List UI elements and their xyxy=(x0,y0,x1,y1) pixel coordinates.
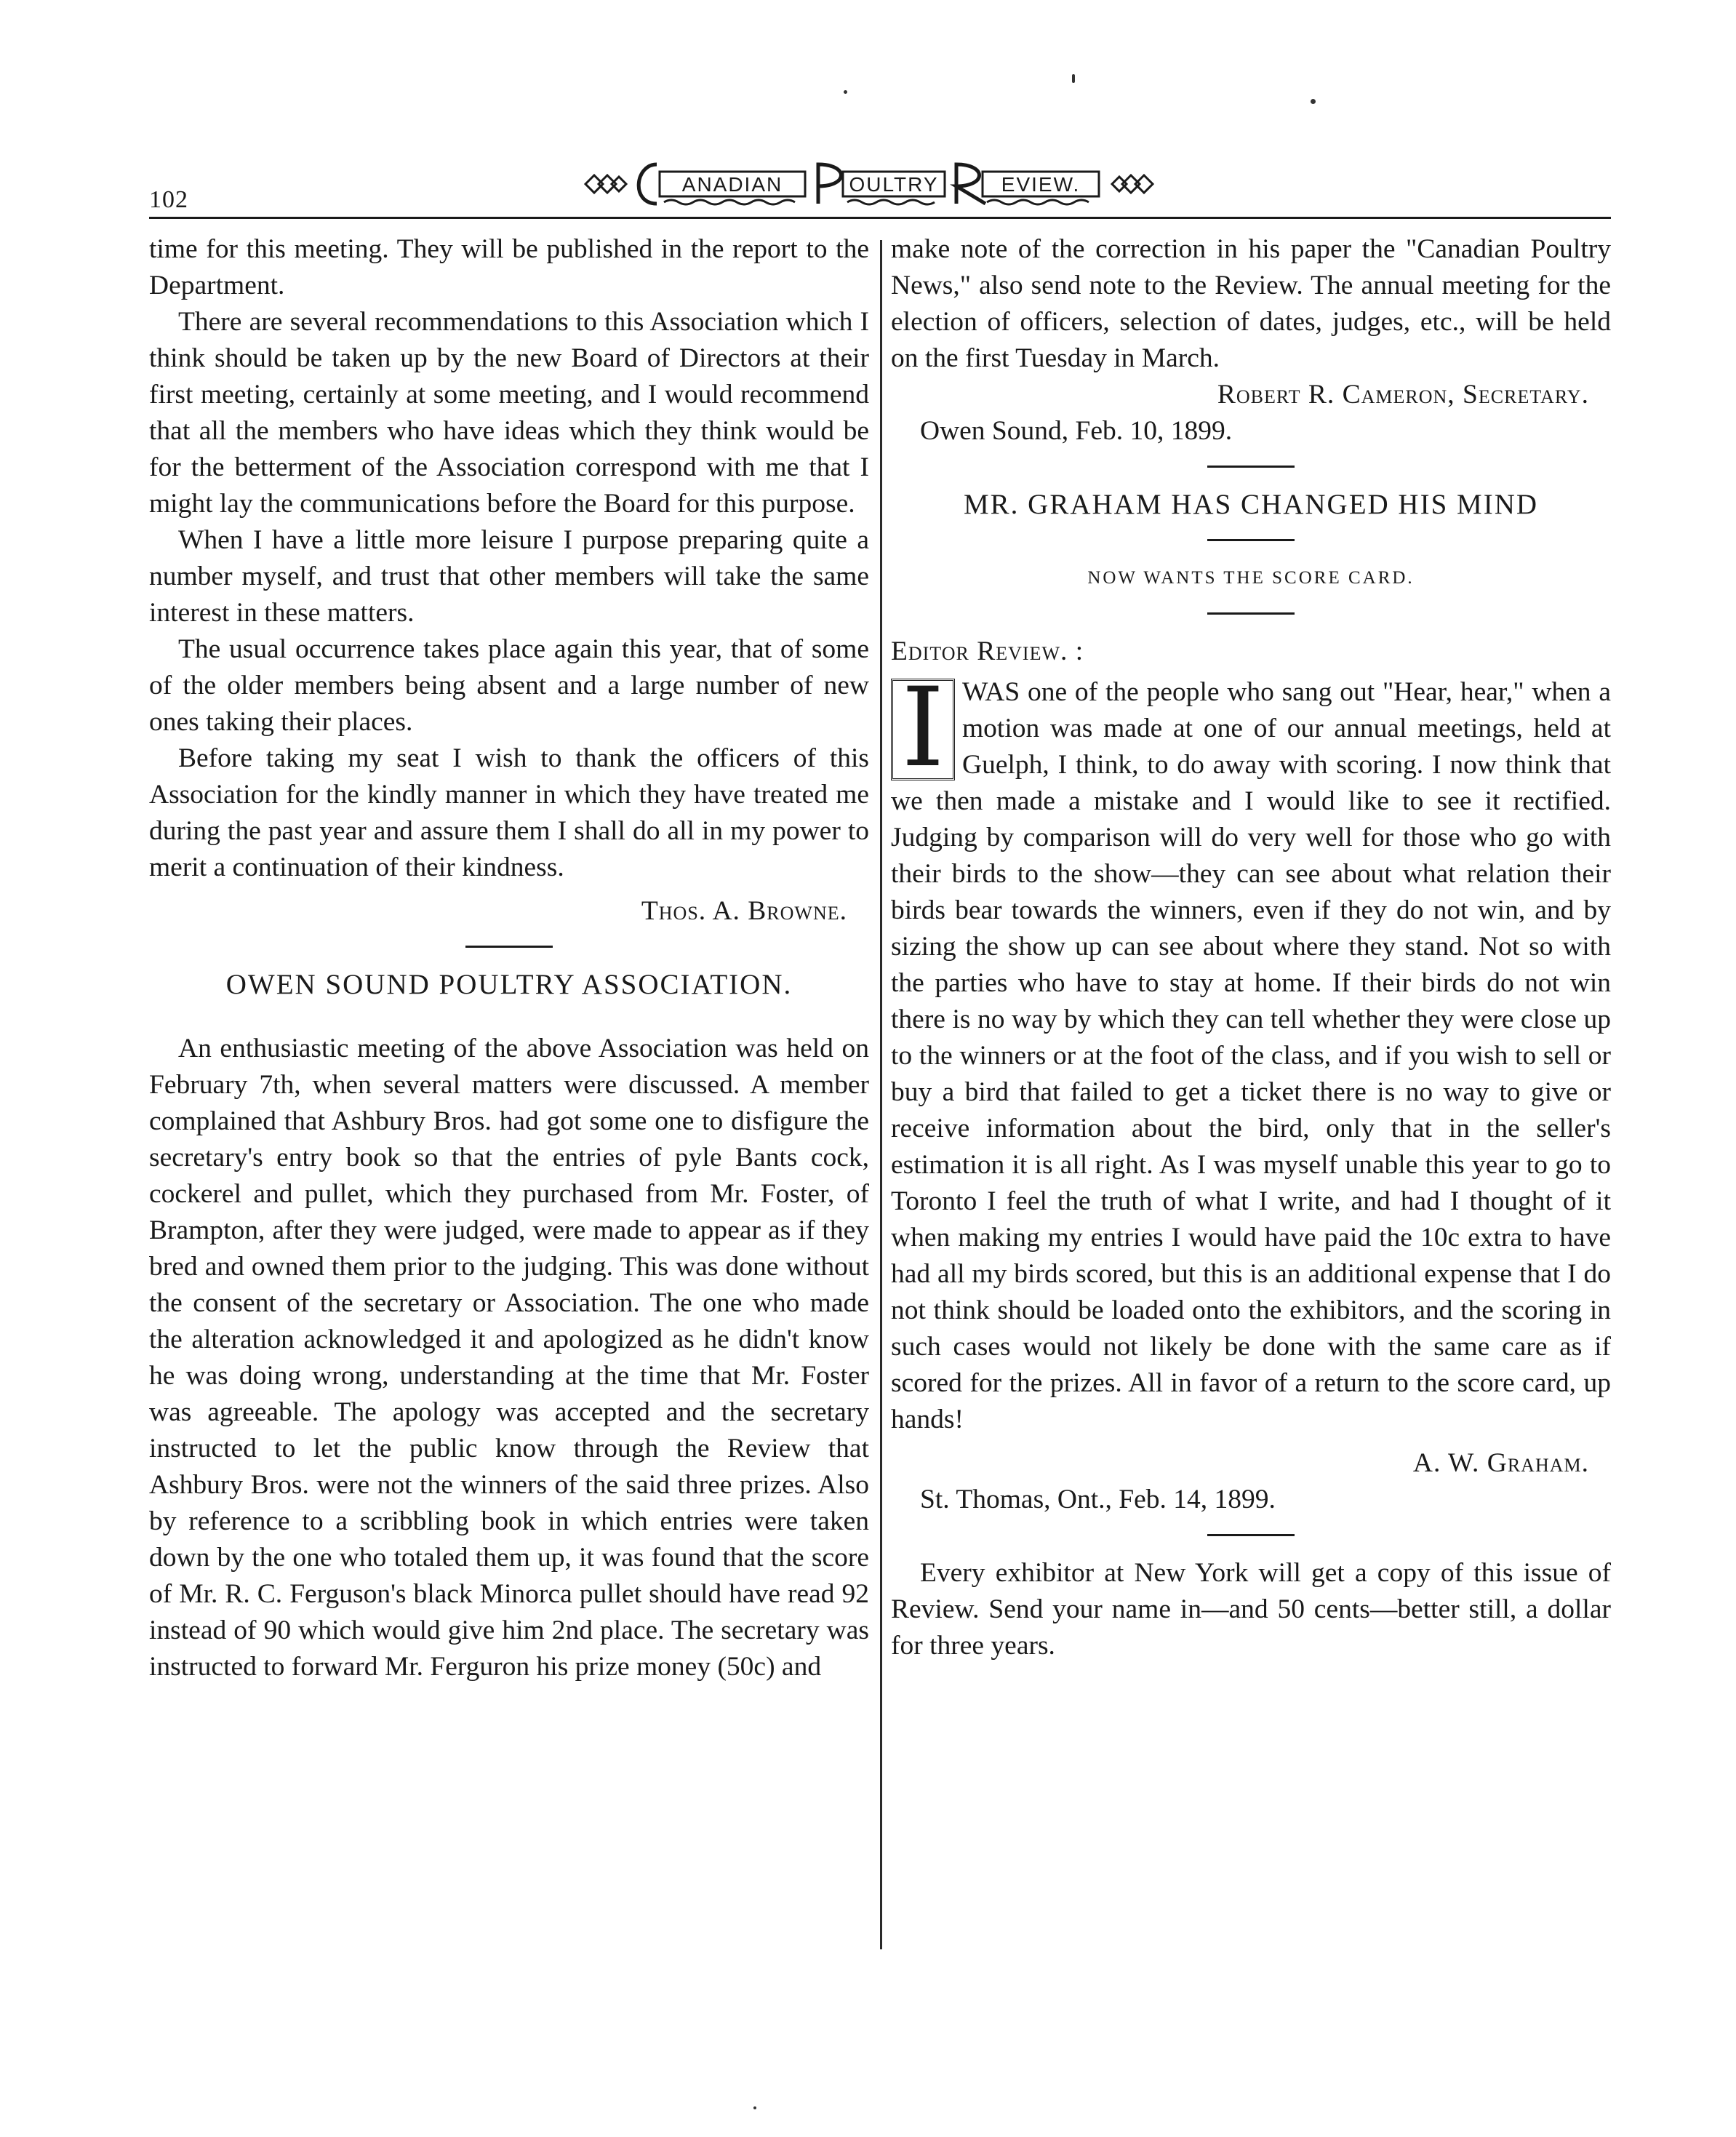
column-divider xyxy=(880,240,882,1949)
section-rule xyxy=(1207,539,1295,541)
left-column xyxy=(149,231,869,1685)
print-speck xyxy=(1311,99,1316,104)
paragraph: There are several recommendations to this Association which I think should be taken up by the new Board of Directors at their first meeting, certainly at some meeting, and I would recommend that all the members who have ideas which they think would be for the betterment of the Association correspond with me that I might lay the communications before the Board for this purpose. xyxy=(149,307,869,519)
page-number: 102 xyxy=(149,186,188,213)
svg-text:ANADIAN: ANADIAN xyxy=(681,173,783,196)
drop-cap: I xyxy=(891,679,955,780)
secretary-signature: Robert R. Cameron, Secretary. xyxy=(1217,380,1589,410)
letter-signature: A. W. Graham. xyxy=(1412,1448,1589,1478)
dateline: St. Thomas, Ont., Feb. 14, 1899. xyxy=(920,1485,1276,1514)
letter-text: WAS one of the people who sang out "Hear, hear," when a motion was made at one of our annual meetings, held at Guelph, I think, to do away with scoring. I now think that we then made a mistake and I would like to see it rectified. Judging by comparison will do very well for those who go with their birds to the show—they can see about what relation their birds bear towards the winners, even if they do not win, and by sizing the show up can see about where they stand. Not so with the parties who have to stay at home. If their birds do not win there is no way by which they can tell whether they were close up to the winners or at the foot of the class, and if you wish to sell or buy a bird that failed to get a ticket there is no way to give or receive information about the bird, only that in the seller's estimation it is all right. As I was myself unable this year to go to Toronto I feel the truth of what I write, and had I thought of it when making my entries I would have paid the 10c extra to have had all my birds scored, but this is an additional expense that I do not think should be loaded onto the exhibitors, and the scoring in such cases would not likely be done with the same care as if scored for the prizes. All in favor of a return to the score card, up hands! xyxy=(891,677,1611,1434)
article-body: An enthusiastic meeting of the above Association was held on February 7th, when several matters were discussed. A member complained that Ashbury Bros. had got some one to disfigure the secretary's entry book so that the entries of pyle Bants cock, cockerel and pullet, which they purchased from Mr. Foster, of Brampton, after they were judged, were made to appear as if they bred and owned them prior to the judging. This was done without the consent of the secretary or Association. The one who made the alteration acknowledged it and apologized as he didn't know he was doing wrong, understanding at the time that Mr. Foster was agreeable. The apology was accepted and the secretary instructed to let the public know through the Review that Ashbury Bros. were not the winners of the said three prizes. Also by reference to a scribbling book in which entries were taken down by the one who totaled them up, it was found that the score of Mr. R. C. Ferguson's black Minorca pullet should have read 92 instead of 90 which would give him 2nd place. The secretary was instructed to forward Mr. Ferguron his prize money (50c) and xyxy=(149,1034,869,1682)
section-rule xyxy=(1207,612,1295,615)
paragraph: When I have a little more leisure I purpose preparing quite a number myself, and trust that other members will take the same interest in these matters. xyxy=(149,525,869,628)
article-heading: OWEN SOUND POULTRY ASSOCIATION. xyxy=(225,969,793,1000)
svg-text:EVIEW.: EVIEW. xyxy=(1001,173,1081,196)
right-column xyxy=(891,231,1611,1664)
paragraph: Before taking my seat I wish to thank the officers of this Association for the kindly manner in which they have treated me during the past year and assure them I shall do all in my power to merit a continuation of their kindness. xyxy=(149,743,869,882)
svg-text:OULTRY: OULTRY xyxy=(849,173,939,196)
dateline: Owen Sound, Feb. 10, 1899. xyxy=(920,416,1233,446)
letter-body xyxy=(891,665,1611,1438)
paragraph: The usual occurrence takes place again this year, that of some of the older members being absent and a large number of new ones taking their places. xyxy=(149,634,869,737)
article-heading: MR. GRAHAM HAS CHANGED HIS MIND xyxy=(963,489,1539,520)
subscription-notice: Every exhibitor at New York will get a copy of this issue of Review. Send your name in—and 50 cents—better still, a dollar for three years. xyxy=(891,1558,1611,1661)
print-speck xyxy=(1072,74,1075,83)
article-subheading: NOW WANTS THE SCORE CARD. xyxy=(1087,568,1415,588)
print-speck xyxy=(753,2106,756,2109)
header-rule xyxy=(149,217,1611,219)
masthead-logo xyxy=(578,159,1160,209)
article-body-continued: make note of the correction in his paper the "Canadian Poultry News," also send note to the Review. The annual meeting for the election of officers, selection of dates, judges, etc., will be held on the first Tuesday in March. xyxy=(891,234,1611,373)
signature: Thos. A. Browne. xyxy=(641,896,847,926)
section-rule xyxy=(465,946,553,948)
print-speck xyxy=(844,90,847,94)
salutation: Editor Review. : xyxy=(891,636,1084,666)
page-header xyxy=(149,153,1611,211)
section-rule xyxy=(1207,1534,1295,1536)
paragraph: time for this meeting. They will be published in the report to the Department. xyxy=(149,234,869,300)
section-rule xyxy=(1207,466,1295,468)
